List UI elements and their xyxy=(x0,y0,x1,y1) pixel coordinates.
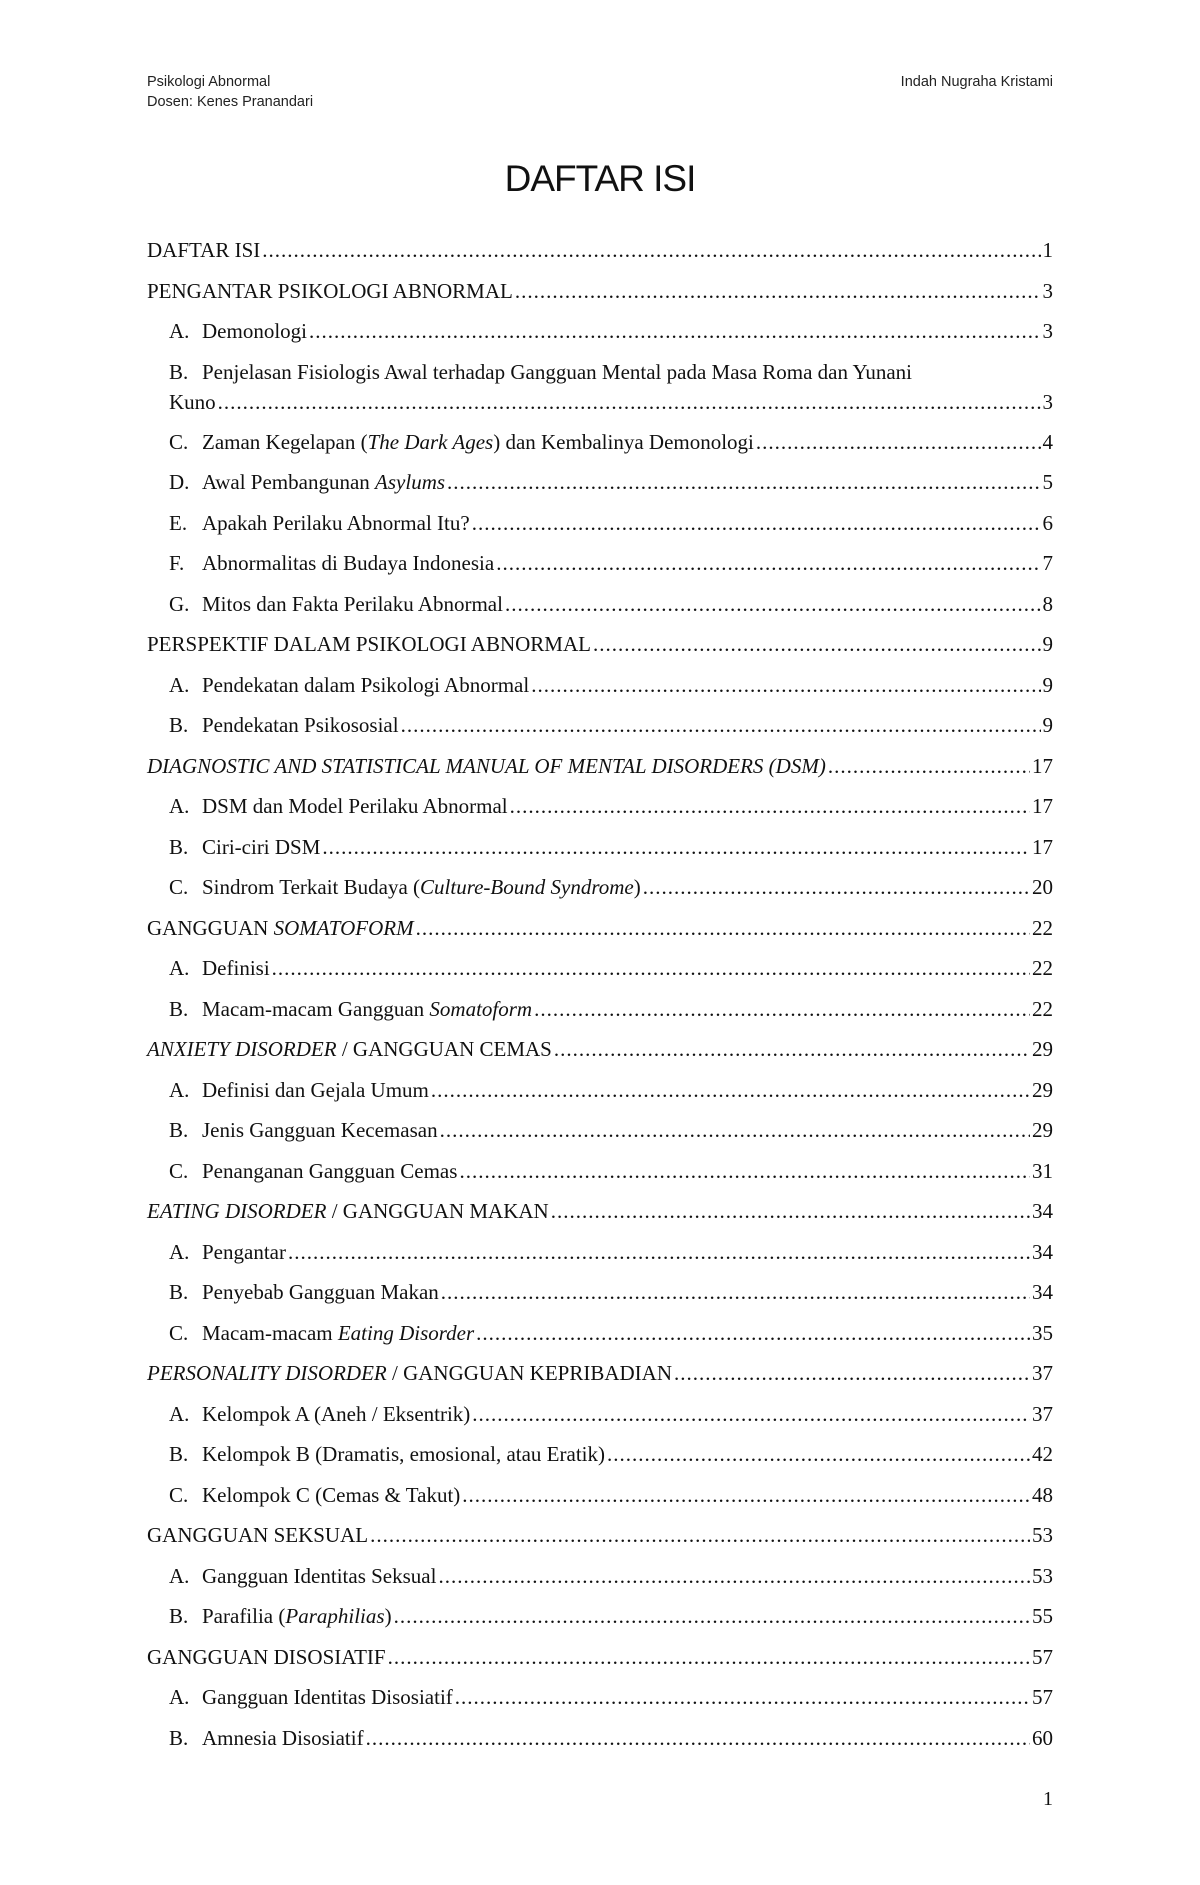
toc-entry-title xyxy=(202,705,399,746)
toc-subentry[interactable] xyxy=(147,352,1053,422)
toc-title-text: ) dan Kembalinya Demonologi xyxy=(493,429,754,454)
toc-subentry[interactable] xyxy=(147,422,1053,463)
toc-entry-title xyxy=(202,1434,605,1475)
toc-title-italic: PERSONALITY DISORDER xyxy=(147,1361,387,1385)
toc-page-number: 22 xyxy=(1032,956,1053,980)
toc-entry-letter: C. xyxy=(169,1482,189,1507)
toc-page-number: 29 xyxy=(1032,1037,1053,1061)
toc-page-number: 17 xyxy=(1032,834,1053,859)
toc-entry-letter: A. xyxy=(169,672,190,697)
toc-dot-leader xyxy=(505,584,1041,625)
toc-title-text: ) xyxy=(384,1604,392,1628)
toc-page-number: 3 xyxy=(1042,319,1053,343)
toc-title-text: Awal Pembangunan xyxy=(202,470,376,494)
lecturer-name: Dosen: Kenes Pranandari xyxy=(147,94,314,110)
toc-page-number: 9 xyxy=(1042,632,1053,656)
toc-title-text: Apakah Perilaku Abnormal Itu? xyxy=(202,510,470,535)
toc-entry-title xyxy=(202,584,503,625)
toc-page-number: 42 xyxy=(1032,1442,1053,1466)
course-name: Psikologi Abnormal xyxy=(147,74,271,90)
toc-title-text: Macam-macam xyxy=(202,1320,338,1345)
toc-entry-letter: A. xyxy=(169,1401,190,1426)
toc-chapter-entry[interactable] xyxy=(147,230,1053,271)
author-name: Indah Nugraha Kristami xyxy=(900,74,1053,90)
toc-title-italic: ANXIETY DISORDER xyxy=(147,1037,337,1061)
toc-title-italic: Asylums xyxy=(375,470,446,494)
toc-dot-leader xyxy=(438,1556,1030,1597)
toc-title-text: DAFTAR ISI xyxy=(147,238,261,262)
toc-entry-letter: C. xyxy=(169,1320,189,1345)
toc-title-text: Macam-macam Gangguan xyxy=(202,996,430,1021)
toc-page-number: 37 xyxy=(1032,1361,1053,1385)
toc-entry-title xyxy=(202,1232,286,1273)
toc-title-text: Kuno xyxy=(169,389,216,414)
toc-entry-letter: B. xyxy=(169,713,189,737)
toc-page-number: 29 xyxy=(1032,1077,1053,1102)
toc-entry-letter: B. xyxy=(169,1280,189,1304)
toc-entry-line1 xyxy=(169,357,1053,387)
toc-chapter-entry[interactable] xyxy=(147,746,1053,787)
toc-page-number: 1 xyxy=(1042,238,1053,262)
toc-title-text: Demonologi xyxy=(202,319,307,343)
toc-title-text: DSM dan Model Perilaku Abnormal xyxy=(202,794,508,818)
toc-entry-title xyxy=(147,1515,368,1556)
toc-entry-title xyxy=(202,1110,438,1151)
toc-subentry[interactable] xyxy=(147,1677,1053,1718)
toc-page-number: 22 xyxy=(1032,915,1053,940)
toc-entry-letter: F. xyxy=(169,551,185,575)
toc-title-text: Penanganan Gangguan Cemas xyxy=(202,1158,458,1183)
toc-title-italic: Eating Disorder xyxy=(337,1320,475,1345)
toc-entry-title xyxy=(147,271,513,312)
toc-entry-title xyxy=(202,1596,392,1637)
toc-page-number: 57 xyxy=(1032,1644,1053,1669)
toc-title-text: PENGANTAR PSIKOLOGI ABNORMAL xyxy=(147,278,513,303)
toc-title-text: Amnesia Disosiatif xyxy=(202,1725,364,1750)
toc-dot-leader xyxy=(366,1718,1030,1759)
toc-title-text: Gangguan Identitas Disosiatif xyxy=(202,1685,453,1709)
toc-dot-leader xyxy=(416,908,1030,949)
toc-page-number: 22 xyxy=(1032,996,1053,1021)
toc-subentry[interactable] xyxy=(147,503,1053,544)
toc-entry-title xyxy=(202,357,912,387)
toc-title-text: ) xyxy=(633,875,641,899)
toc-subentry[interactable] xyxy=(147,1070,1053,1111)
toc-dot-leader xyxy=(370,1515,1030,1556)
toc-subentry[interactable] xyxy=(147,1475,1053,1516)
toc-entry-title xyxy=(202,1718,364,1759)
toc-entry-letter: A. xyxy=(169,1685,190,1709)
toc-entry-letter: B. xyxy=(169,1118,189,1142)
toc-page-number: 20 xyxy=(1032,875,1053,899)
toc-subentry[interactable] xyxy=(147,1110,1053,1151)
toc-entry-letter: C. xyxy=(169,1158,189,1183)
toc-page-number: 31 xyxy=(1032,1158,1053,1183)
toc-entry-letter: B. xyxy=(169,1604,189,1628)
toc-title-text: Abnormalitas di Budaya Indonesia xyxy=(202,551,495,575)
toc-title-text: / GANGGUAN MAKAN xyxy=(326,1199,549,1223)
toc-subentry[interactable] xyxy=(147,1434,1053,1475)
toc-subentry[interactable] xyxy=(147,786,1053,827)
header-left xyxy=(147,72,313,112)
toc-entry-title xyxy=(202,665,529,706)
toc-title-italic: Paraphilias xyxy=(285,1604,385,1628)
toc-title-text: Sindrom Terkait Budaya ( xyxy=(202,875,421,899)
toc-dot-leader xyxy=(554,1029,1030,1070)
toc-subentry[interactable] xyxy=(147,827,1053,868)
toc-entry-title xyxy=(147,746,826,787)
toc-entry-letter: B. xyxy=(169,1725,189,1750)
toc-title-text: Kelompok A (Aneh / Eksentrik) xyxy=(202,1401,471,1426)
toc-entry-title xyxy=(202,867,641,908)
toc-subentry[interactable] xyxy=(147,543,1053,584)
toc-title-text: Zaman Kegelapan ( xyxy=(202,429,368,454)
toc-title-text: Penyebab Gangguan Makan xyxy=(202,1280,439,1304)
toc-entry-title xyxy=(147,624,591,665)
toc-entry-title xyxy=(202,1272,439,1313)
toc-title-italic: DIAGNOSTIC AND STATISTICAL MANUAL OF MENTAL DISORDERS (DSM) xyxy=(147,753,826,778)
toc-dot-leader xyxy=(288,1232,1030,1273)
toc-entry-letter: B. xyxy=(169,359,189,384)
toc-subentry[interactable] xyxy=(147,462,1053,503)
toc-dot-leader xyxy=(756,422,1041,463)
toc-subentry[interactable] xyxy=(147,1394,1053,1435)
toc-subentry[interactable] xyxy=(147,311,1053,352)
toc-entry-title xyxy=(202,1475,460,1516)
toc-page-number: 5 xyxy=(1042,470,1053,494)
toc-dot-leader xyxy=(828,746,1030,787)
toc-page-number: 6 xyxy=(1042,510,1053,535)
toc-subentry[interactable] xyxy=(147,867,1053,908)
toc-dot-leader xyxy=(462,1475,1030,1516)
page-title: DAFTAR ISI xyxy=(504,158,696,199)
toc-chapter-entry[interactable] xyxy=(147,1637,1053,1678)
toc-dot-leader xyxy=(534,989,1030,1030)
toc-dot-leader xyxy=(551,1191,1030,1232)
toc-title-italic: Somatoform xyxy=(429,996,533,1021)
toc-entry-title xyxy=(202,311,307,352)
toc-page-number: 34 xyxy=(1032,1199,1053,1223)
toc-page-number: 34 xyxy=(1032,1280,1053,1304)
toc-chapter-entry[interactable] xyxy=(147,1515,1053,1556)
toc-entry-letter: B. xyxy=(169,996,189,1021)
toc-entry-title xyxy=(202,786,508,827)
toc-entry-letter: B. xyxy=(169,1442,189,1466)
toc-dot-leader xyxy=(472,503,1041,544)
toc-entry-title xyxy=(202,422,754,463)
toc-entry-letter: D. xyxy=(169,470,190,494)
toc-page-number: 55 xyxy=(1032,1604,1053,1628)
toc-entry-title xyxy=(202,1070,429,1111)
toc-page-number: 3 xyxy=(1042,278,1053,303)
toc-page-number: 53 xyxy=(1032,1563,1053,1588)
toc-title-text: Pendekatan Psikososial xyxy=(202,713,399,737)
toc-entry-title xyxy=(147,908,414,949)
toc-entry-title xyxy=(147,1353,672,1394)
toc-entry-letter: G. xyxy=(169,591,190,616)
toc-page-number: 53 xyxy=(1032,1523,1053,1547)
toc-dot-leader xyxy=(272,948,1030,989)
toc-chapter-entry[interactable] xyxy=(147,1029,1053,1070)
toc-title-italic: EATING DISORDER xyxy=(147,1199,327,1223)
toc-page-number: 4 xyxy=(1042,429,1053,454)
toc-subentry[interactable] xyxy=(147,989,1053,1030)
toc-subentry[interactable] xyxy=(147,1718,1053,1759)
toc-page-number: 9 xyxy=(1042,713,1053,737)
toc-page-number: 35 xyxy=(1032,1320,1053,1345)
toc-title-text: Definisi dan Gejala Umum xyxy=(202,1077,429,1102)
toc-dot-leader xyxy=(309,311,1041,352)
toc-title-text: Pengantar xyxy=(202,1239,286,1264)
toc-page-number: 9 xyxy=(1042,672,1053,697)
toc-title-text: Gangguan Identitas Seksual xyxy=(202,1563,437,1588)
toc-title-text: Kelompok C (Cemas & Takut) xyxy=(202,1482,461,1507)
toc-title-italic: Culture-Bound Syndrome xyxy=(420,875,634,899)
toc-entry-title xyxy=(202,543,494,584)
toc-chapter-entry[interactable] xyxy=(147,1353,1053,1394)
page-number: 1 xyxy=(1043,1788,1053,1810)
toc-dot-leader xyxy=(388,1637,1030,1678)
toc-entry-title xyxy=(147,1637,386,1678)
toc-entry-title xyxy=(147,1029,552,1070)
toc-page-number: 7 xyxy=(1042,551,1053,575)
toc-page-number: 17 xyxy=(1032,753,1053,778)
toc-title-text: Jenis Gangguan Kecemasan xyxy=(202,1118,438,1142)
toc-title-text: Parafilia ( xyxy=(202,1604,286,1628)
toc-title-text: / GANGGUAN KEPRIBADIAN xyxy=(386,1361,672,1385)
toc-title-text: Ciri-ciri DSM xyxy=(202,834,321,859)
running-header xyxy=(147,72,1053,112)
toc-entry-letter: C. xyxy=(169,875,189,899)
toc-subentry[interactable] xyxy=(147,1272,1053,1313)
toc-entry-letter: A. xyxy=(169,1563,190,1588)
toc-entry-title xyxy=(202,1556,436,1597)
toc-title-italic: The Dark Ages xyxy=(367,429,494,454)
toc-entry-letter: A. xyxy=(169,1077,190,1102)
toc-page-number: 8 xyxy=(1042,591,1053,616)
toc-chapter-entry[interactable] xyxy=(147,908,1053,949)
toc-dot-leader xyxy=(459,1151,1030,1192)
toc-dot-leader xyxy=(531,665,1040,706)
toc-entry-title xyxy=(202,1151,457,1192)
toc-title-text: Kelompok B (Dramatis, emosional, atau Eratik) xyxy=(202,1442,605,1466)
toc-dot-leader xyxy=(431,1070,1030,1111)
toc-dot-leader xyxy=(262,230,1040,271)
toc-subentry[interactable] xyxy=(147,584,1053,625)
toc-dot-leader xyxy=(218,387,1041,417)
toc-entry-letter: C. xyxy=(169,429,189,454)
toc-dot-leader xyxy=(593,624,1041,665)
toc-dot-leader xyxy=(472,1394,1030,1435)
toc-title-text: GANGGUAN SEKSUAL xyxy=(147,1523,369,1547)
toc-dot-leader xyxy=(441,1272,1030,1313)
toc-dot-leader xyxy=(455,1677,1030,1718)
toc-entry-title xyxy=(202,503,470,544)
toc-title-text: GANGGUAN xyxy=(147,915,274,940)
toc-page-number: 60 xyxy=(1032,1725,1053,1750)
toc-subentry[interactable] xyxy=(147,948,1053,989)
toc-title-text: Definisi xyxy=(202,956,270,980)
toc-page-number: 57 xyxy=(1032,1685,1053,1709)
table-of-contents xyxy=(147,230,1053,1758)
toc-page-number: 29 xyxy=(1032,1118,1053,1142)
toc-page-number: 37 xyxy=(1032,1401,1053,1426)
toc-subentry[interactable] xyxy=(147,1313,1053,1354)
toc-title-text: / GANGGUAN CEMAS xyxy=(336,1037,552,1061)
toc-dot-leader xyxy=(401,705,1041,746)
toc-entry-letter: A. xyxy=(169,1239,190,1264)
toc-entry-title xyxy=(202,1313,474,1354)
toc-dot-leader xyxy=(440,1110,1030,1151)
toc-dot-leader xyxy=(674,1353,1030,1394)
toc-entry-title xyxy=(147,230,260,271)
toc-dot-leader xyxy=(447,462,1040,503)
toc-entry-letter: A. xyxy=(169,794,190,818)
toc-subentry[interactable] xyxy=(147,1556,1053,1597)
toc-subentry[interactable] xyxy=(147,705,1053,746)
toc-dot-leader xyxy=(322,827,1030,868)
toc-chapter-entry[interactable] xyxy=(147,1191,1053,1232)
toc-entry-letter: A. xyxy=(169,319,190,343)
toc-entry-title xyxy=(202,1394,470,1435)
toc-entry-letter: E. xyxy=(169,510,188,535)
toc-entry-title xyxy=(202,989,532,1030)
toc-dot-leader xyxy=(510,786,1030,827)
toc-dot-leader xyxy=(476,1313,1030,1354)
toc-title-text: Mitos dan Fakta Perilaku Abnormal xyxy=(202,591,503,616)
toc-entry-title xyxy=(202,462,445,503)
toc-chapter-entry[interactable] xyxy=(147,624,1053,665)
toc-title-text: PERSPEKTIF DALAM PSIKOLOGI ABNORMAL xyxy=(147,632,591,656)
toc-subentry[interactable] xyxy=(147,1596,1053,1637)
toc-entry-title xyxy=(202,948,270,989)
toc-title-italic: SOMATOFORM xyxy=(273,915,414,940)
toc-entry-letter: A. xyxy=(169,956,190,980)
toc-page-number: 48 xyxy=(1032,1482,1053,1507)
toc-entry-letter: B. xyxy=(169,834,189,859)
toc-dot-leader xyxy=(394,1596,1030,1637)
toc-page-number: 3 xyxy=(1042,389,1053,414)
toc-title-text: GANGGUAN DISOSIATIF xyxy=(147,1644,386,1669)
toc-dot-leader xyxy=(496,543,1040,584)
toc-page-number: 17 xyxy=(1032,794,1053,818)
toc-entry-title xyxy=(202,827,320,868)
toc-entry-title xyxy=(147,1191,549,1232)
toc-dot-leader xyxy=(643,867,1030,908)
toc-dot-leader xyxy=(607,1434,1030,1475)
toc-title-text: Penjelasan Fisiologis Awal terhadap Gangguan Mental pada Masa Roma dan Yunani xyxy=(202,359,912,384)
toc-page-number: 34 xyxy=(1032,1239,1053,1264)
toc-entry-title xyxy=(202,1677,453,1718)
toc-entry-line2 xyxy=(169,387,1053,417)
toc-chapter-entry[interactable] xyxy=(147,271,1053,312)
toc-subentry[interactable] xyxy=(147,665,1053,706)
toc-dot-leader xyxy=(515,271,1041,312)
toc-subentry[interactable] xyxy=(147,1151,1053,1192)
toc-subentry[interactable] xyxy=(147,1232,1053,1273)
toc-title-text: Pendekatan dalam Psikologi Abnormal xyxy=(202,672,530,697)
